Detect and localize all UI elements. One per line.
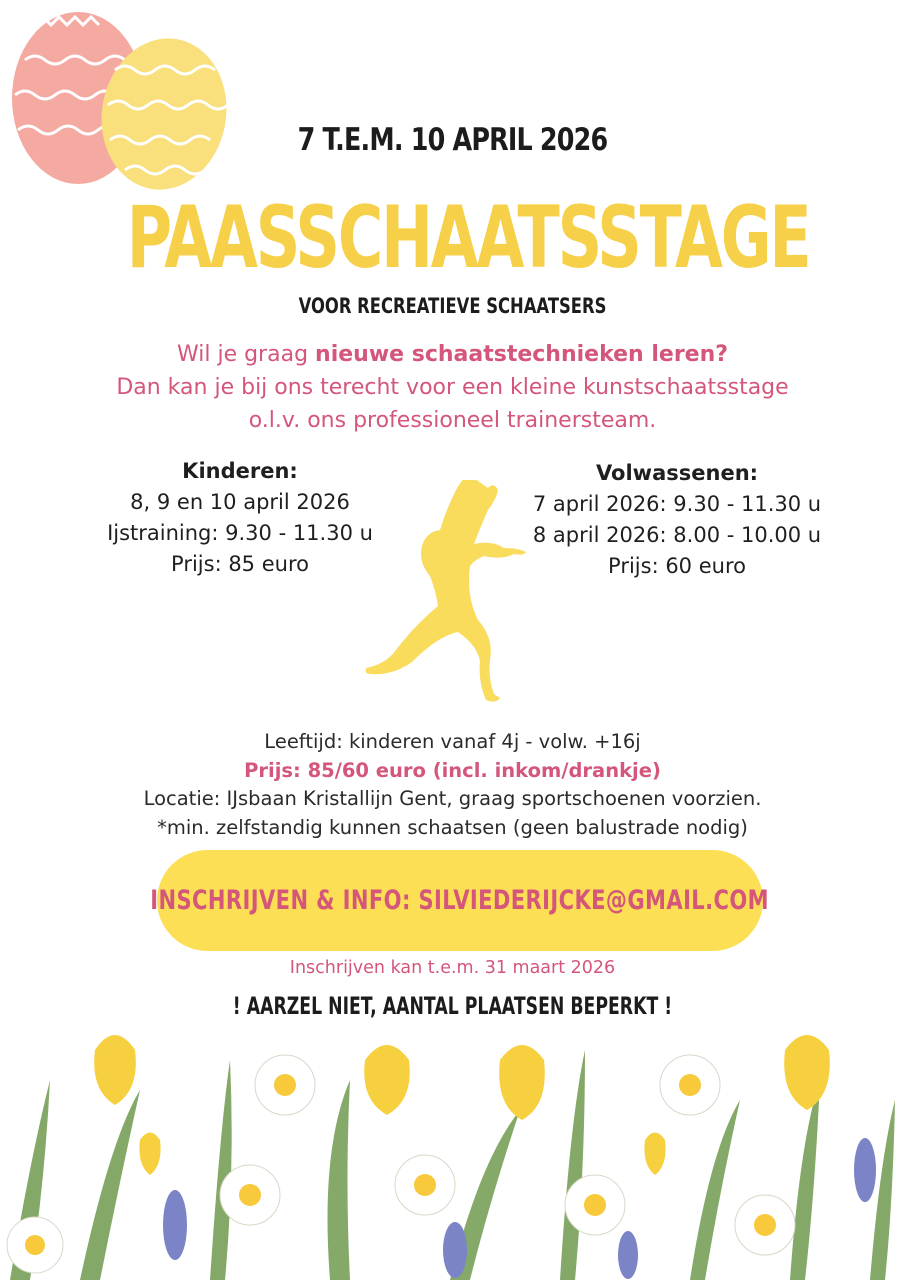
volwassenen-day-1: 7 april 2026: 9.30 - 11.30 u [532, 492, 822, 516]
kinderen-info [90, 456, 390, 580]
page-title: PAASSCHAATSSTAGE [126, 188, 810, 288]
easter-eggs-illustration [0, 0, 240, 200]
signup-info-banner[interactable] [150, 850, 770, 951]
skill-note: *min. zelfstandig kunnen schaatsen (geen balustrade nodig) [157, 815, 748, 839]
spring-flowers-illustration [0, 1010, 905, 1280]
event-date: 7 T.E.M. 10 APRIL 2026 [297, 122, 608, 158]
subtitle: VOOR RECREATIEVE SCHAATSERS [298, 294, 607, 318]
volwassenen-day-2: 8 april 2026: 8.00 - 10.00 u [532, 523, 822, 547]
intro-line-3: o.l.v. ons professioneel trainersteam. [248, 408, 657, 433]
location: Locatie: IJsbaan Kristallijn Gent, graag sportschoenen voorzien. [143, 787, 762, 810]
signup-email-link[interactable]: INSCHRIJVEN & INFO: SILVIEDERIJCKE@GMAIL.COM [150, 885, 770, 916]
figure-skater-icon [360, 480, 540, 716]
registration-deadline: Inschrijven kan t.e.m. 31 maart 2026 [289, 958, 616, 978]
age-requirement: Leeftijd: kinderen vanaf 4j - volw. +16j [264, 730, 641, 753]
volwassenen-price: Prijs: 60 euro [608, 554, 746, 578]
intro-text [0, 338, 905, 437]
limited-spots-warning: ! AARZEL NIET, AANTAL PLAATSEN BEPERKT ! [232, 992, 673, 1020]
kinderen-price: Prijs: 85 euro [171, 552, 309, 576]
kinderen-training: Ijstraining: 9.30 - 11.30 u [107, 521, 373, 545]
kinderen-dates: 8, 9 en 10 april 2026 [130, 490, 350, 514]
intro-line-1: Wil je graag nieuwe schaatstechnieken leren? [176, 342, 729, 367]
volwassenen-heading: Volwassenen: [595, 461, 759, 485]
intro-line-2: Dan kan je bij ons terecht voor een kleine kunstschaatsstage [116, 375, 789, 400]
kinderen-heading: Kinderen: [182, 459, 298, 483]
event-details [0, 728, 905, 842]
volwassenen-info [527, 458, 827, 582]
price-summary: Prijs: 85/60 euro (incl. inkom/drankje) [244, 758, 661, 782]
